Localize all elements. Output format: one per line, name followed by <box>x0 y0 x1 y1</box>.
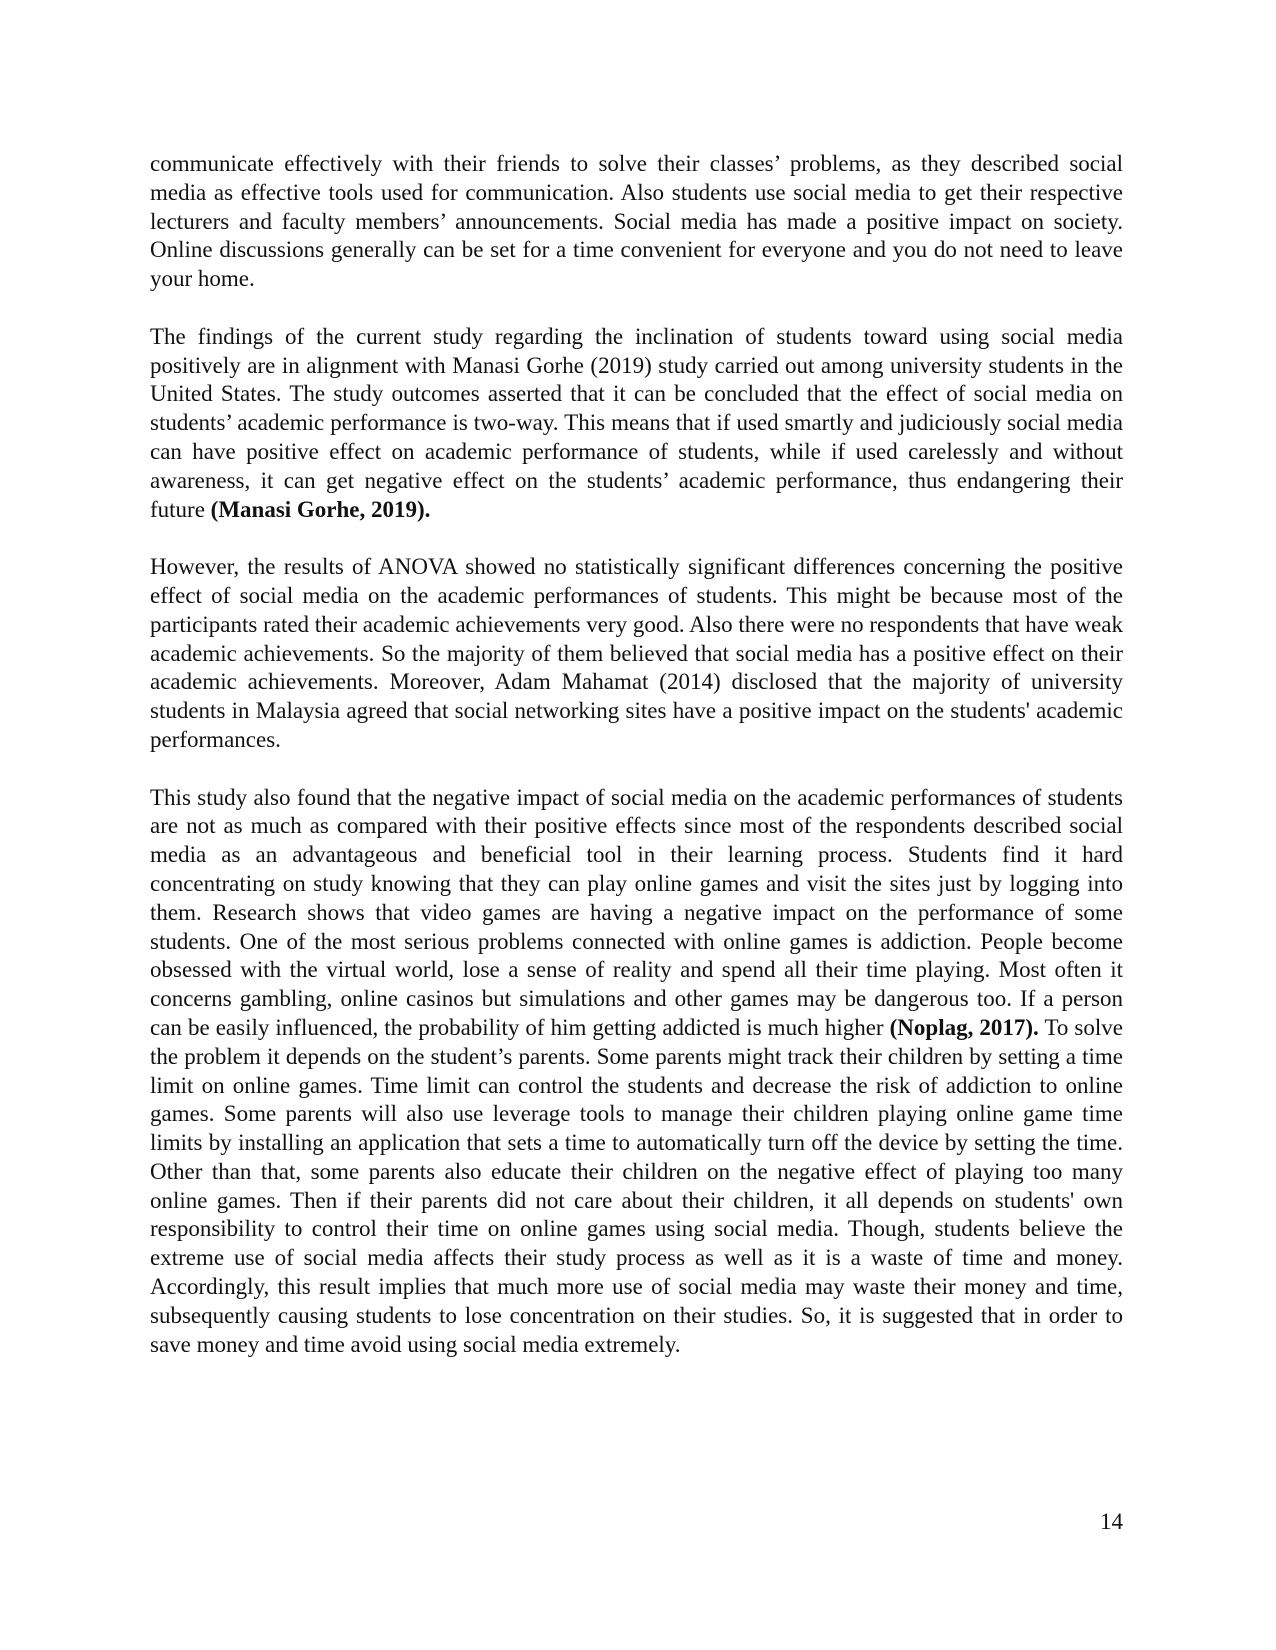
paragraph-4-text-before: This study also found that the negative impact of social media on the academic performances of students are not as much as compared with their positive effects since most of the respondents described social media as an advantageous and beneficial tool in their learning process. Students find it hard concentrating on study knowing that they can play online games and visit the sites just by logging into them. Research shows that video games are having a negative impact on the performance of some students. One of the most serious problems connected with online games is addiction. People become obsessed with the virtual world, lose a sense of reality and spend all their time playing. Most often it concerns gambling, online casinos but simulations and other games may be dangerous too. If a person can be easily influenced, the probability of him getting addicted is much higher <box>150 784 1123 1040</box>
body-text <box>150 150 1123 1388</box>
paragraph-2-text: The findings of the current study regarding the inclination of students toward using social media positively are in alignment with Manasi Gorhe (2019) study carried out among university students in the United States. The study outcomes asserted that it can be concluded that the effect of social media on students’ academic performance is two-way. This means that if used smartly and judiciously social media can have positive effect on academic performance of students, while if used carelessly and without awareness, it can get negative effect on the students’ academic performance, thus endangering their future <box>150 323 1123 522</box>
paragraph-1-text: communicate effectively with their friends to solve their classes’ problems, as they described social media as effective tools used for communication. Also students use social media to get their respective lecturers and faculty members’ announcements. Social media has made a positive impact on society. Online discussions generally can be set for a time convenient for everyone and you do not need to leave your home. <box>150 151 1123 292</box>
paragraph-4 <box>150 784 1123 1360</box>
citation-noplag: (Noplag, 2017). <box>889 1014 1039 1040</box>
paragraph-3-text: However, the results of ANOVA showed no statistically significant differences concerning the positive effect of social media on the academic performances of students. This might be because most of the participants rated their academic achievements very good. Also there were no respondents that have weak academic achievements. So the majority of them believed that social media has a positive effect on their academic achievements. Moreover, Adam Mahamat (2014) disclosed that the majority of university students in Malaysia agreed that social networking sites have a positive impact on the students' academic performances. <box>150 554 1123 752</box>
paragraph-3 <box>150 553 1123 755</box>
paragraph-2 <box>150 323 1123 525</box>
paragraph-1 <box>150 150 1123 294</box>
paragraph-4-text-after: To solve the problem it depends on the student’s parents. Some parents might track their children by setting a time limit on online games. Time limit can control the students and decrease the risk of addiction to online games. Some parents will also use leverage tools to manage their children playing online game time limits by installing an application that sets a time to automatically turn off the device by setting the time. Other than that, some parents also educate their children on the negative effect of playing too many online games. Then if their parents did not care about their children, it all depends on students' own responsibility to control their time on online games using social media. Though, students believe the extreme use of social media affects their study process as well as it is a waste of time and money. Accordingly, this result implies that much more use of social media may waste their money and time, subsequently causing students to lose concentration on their studies. So, it is suggested that in order to save money and time avoid using social media extremely. <box>150 1014 1123 1357</box>
citation-manasi-gorhe: (Manasi Gorhe, 2019). <box>210 496 431 522</box>
page-number: 14 <box>1100 1509 1123 1534</box>
